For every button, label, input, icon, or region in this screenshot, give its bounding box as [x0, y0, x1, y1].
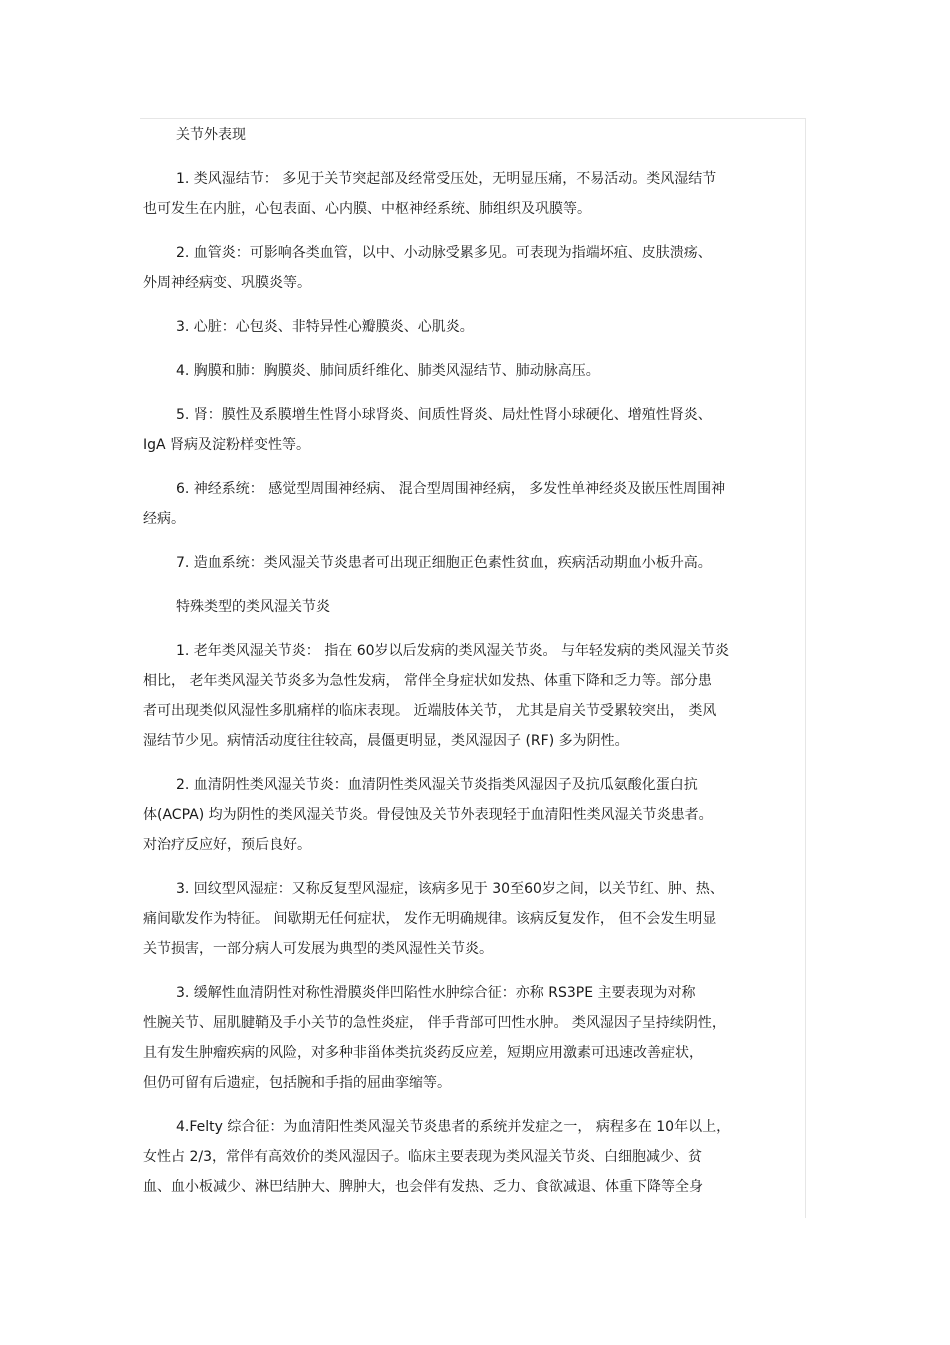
paragraph-line: 5. 肾：膜性及系膜增生性肾小球肾炎、间质性肾炎、局灶性肾小球硬化、增殖性肾炎、 — [176, 407, 712, 423]
paragraph-line: 也可发生在内脏，心包表面、心内膜、中枢神经系统、肺组织及巩膜等。 — [143, 201, 591, 217]
paragraph-line: 1. 老年类风湿关节炎： 指在 60岁以后发病的类风湿关节炎。 与年轻发病的类风湿关节炎 — [176, 643, 729, 659]
paragraph-line: 关节损害，一部分病人可发展为典型的类风湿性关节炎。 — [143, 941, 493, 957]
paragraph-line: 3. 缓解性血清阴性对称性滑膜炎伴凹陷性水肿综合征：亦称 RS3PE 主要表现为对称 — [176, 985, 696, 1001]
paragraph-line: 4. 胸膜和肺：胸膜炎、肺间质纤维化、肺类风湿结节、肺动脉高压。 — [176, 363, 600, 379]
paragraph-line: 1. 类风湿结节： 多见于关节突起部及经常受压处，无明显压痛，不易活动。类风湿结节 — [176, 171, 717, 187]
paragraph-line: 6. 神经系统： 感觉型周围神经病、 混合型周围神经病， 多发性单神经炎及嵌压性周围神 — [176, 481, 726, 497]
paragraph-line: IgA 肾病及淀粉样变性等。 — [143, 437, 311, 453]
list-item — [143, 474, 805, 534]
paragraph-line: 性腕关节、屈肌腱鞘及手小关节的急性炎症， 伴手背部可凹性水肿。 类风湿因子呈持续阴性， — [143, 1015, 726, 1031]
paragraph-line: 2. 血清阴性类风湿关节炎：血清阴性类风湿关节炎指类风湿因子及抗瓜氨酸化蛋白抗 — [176, 777, 698, 793]
list-item — [143, 548, 805, 578]
section-heading-special-types: 特殊类型的类风湿关节炎 — [176, 599, 330, 615]
paragraph-line: 经病。 — [143, 511, 185, 527]
paragraph-line: 2. 血管炎：可影响各类血管，以中、小动脉受累多见。可表现为指端坏疽、皮肤溃疡、 — [176, 245, 712, 261]
list-item — [143, 874, 805, 964]
paragraph-line: 且有发生肿瘤疾病的风险，对多种非甾体类抗炎药反应差，短期应用激素可迅速改善症状， — [143, 1045, 703, 1061]
paragraph-line: 对治疗反应好，预后良好。 — [143, 837, 311, 853]
list-item — [143, 164, 805, 224]
paragraph-line: 湿结节少见。病情活动度往往较高，晨僵更明显，类风湿因子 (RF) 多为阴性。 — [143, 733, 629, 749]
document-body — [143, 120, 805, 1202]
paragraph-line: 体(ACPA) 均为阴性的类风湿关节炎。骨侵蚀及关节外表现轻于血清阳性类风湿关节炎患者。 — [143, 807, 713, 823]
list-item — [143, 978, 805, 1098]
list-item — [143, 312, 805, 342]
paragraph-line: 3. 回纹型风湿症：又称反复型风湿症，该病多见于 30至60岁之间，以关节红、肿、热、 — [176, 881, 724, 897]
list-item — [143, 636, 805, 756]
section-heading-extra-articular: 关节外表现 — [176, 127, 246, 143]
list-item — [143, 1112, 805, 1202]
paragraph-line: 血、血小板减少、淋巴结肿大、脾肿大，也会伴有发热、乏力、食欲减退、体重下降等全身 — [143, 1179, 703, 1195]
paragraph-line: 者可出现类似风湿性多肌痛样的临床表现。 近端肢体关节， 尤其是肩关节受累较突出， 类风 — [143, 703, 717, 719]
paragraph-line: 女性占 2/3，常伴有高效价的类风湿因子。临床主要表现为类风湿关节炎、白细胞减少、贫 — [143, 1149, 702, 1165]
paragraph-line: 相比， 老年类风湿关节炎多为急性发病， 常伴全身症状如发热、体重下降和乏力等。部分患 — [143, 673, 712, 689]
paragraph-line: 痛间歇发作为特征。 间歇期无任何症状， 发作无明确规律。该病反复发作， 但不会发生明显 — [143, 911, 717, 927]
paragraph-line: 4.Felty 综合征：为血清阳性类风湿关节炎患者的系统并发症之一， 病程多在 10年以上， — [176, 1119, 731, 1135]
paragraph-line: 7. 造血系统：类风湿关节炎患者可出现正细胞正色素性贫血，疾病活动期血小板升高。 — [176, 555, 712, 571]
paragraph-line: 外周神经病变、巩膜炎等。 — [143, 275, 311, 291]
paragraph-line: 3. 心脏：心包炎、非特异性心瓣膜炎、心肌炎。 — [176, 319, 474, 335]
list-item — [143, 356, 805, 386]
paragraph-line: 但仍可留有后遗症，包括腕和手指的屈曲挛缩等。 — [143, 1075, 451, 1091]
list-item — [143, 770, 805, 860]
list-item — [143, 238, 805, 298]
list-item — [143, 400, 805, 460]
